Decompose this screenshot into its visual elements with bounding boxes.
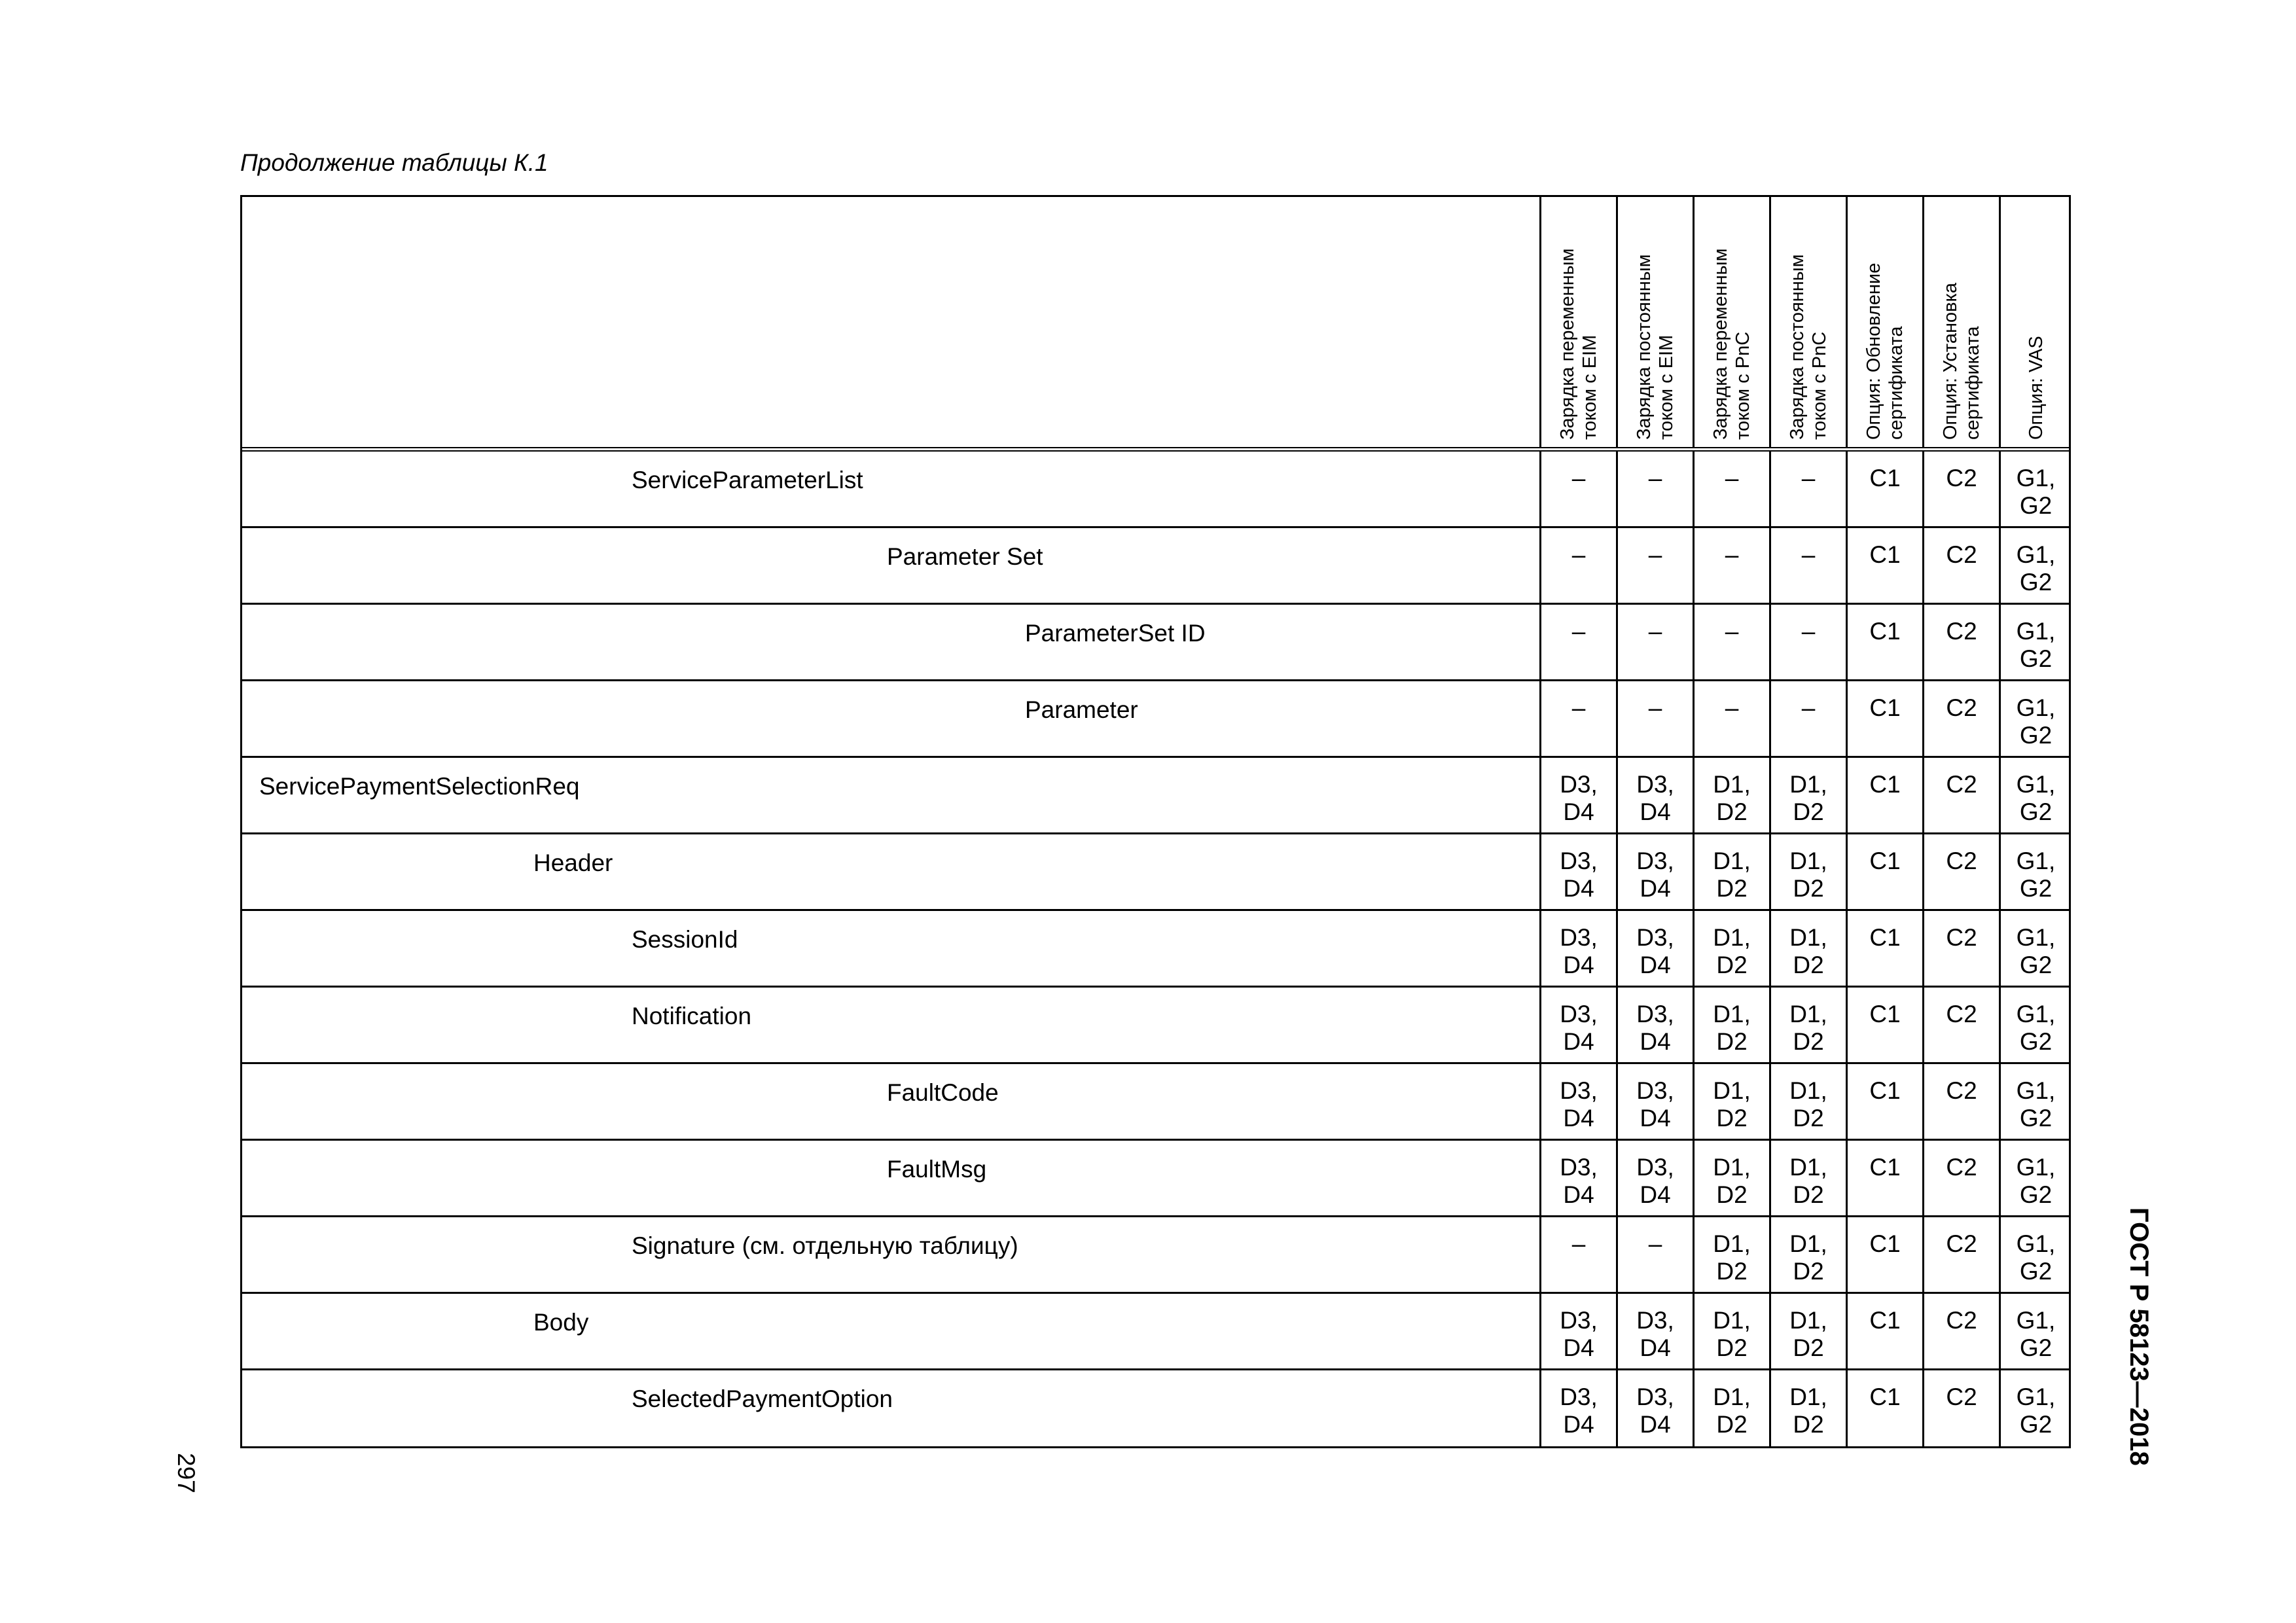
cell-value: D3, <box>1560 1307 1598 1334</box>
table-cell <box>1846 1064 1922 1139</box>
cell-value: D2 <box>1716 1181 1748 1208</box>
column-header <box>1539 197 1616 447</box>
cell-value: – <box>1571 694 1586 721</box>
cell-value: C1 <box>1869 1001 1901 1027</box>
table-cell <box>1999 1064 2071 1139</box>
table-row <box>242 911 2069 988</box>
cell-value: G1, <box>2016 1077 2056 1104</box>
cell-value: D4 <box>1640 875 1671 902</box>
table-cell <box>1539 1370 1616 1447</box>
cell-value: C2 <box>1946 541 1977 568</box>
cell-value: D1, <box>1713 1077 1751 1104</box>
cell-value: D1, <box>1789 1307 1827 1334</box>
table-cell <box>1922 605 1999 679</box>
element-name: SessionId <box>632 926 738 953</box>
table-cell <box>1616 1370 1693 1447</box>
cell-value: C2 <box>1946 1001 1977 1027</box>
cell-value: – <box>1801 618 1816 645</box>
cell-value: D4 <box>1640 1411 1671 1438</box>
table-cell <box>1846 911 1922 986</box>
cell-value: C1 <box>1869 618 1901 645</box>
cell-value: C1 <box>1869 1230 1901 1257</box>
table-cell <box>1999 1294 2071 1368</box>
cell-value: – <box>1571 618 1586 645</box>
table-cell <box>1769 1064 1846 1139</box>
cell-value: – <box>1801 465 1816 491</box>
cell-value: G2 <box>2019 1105 2053 1132</box>
table-cell <box>1616 834 1693 909</box>
table-cell <box>1616 605 1693 679</box>
table-cell <box>1922 1294 1999 1368</box>
table-cell <box>1999 834 2071 909</box>
table-cell <box>1539 1064 1616 1139</box>
column-header <box>1769 197 1846 447</box>
cell-value: D1, <box>1789 1001 1827 1027</box>
cell-value: D2 <box>1716 1105 1748 1132</box>
table-cell <box>1693 605 1769 679</box>
table-cell <box>1999 605 2071 679</box>
table-row <box>242 1370 2069 1447</box>
table-cell <box>1769 605 1846 679</box>
cell-value: D1, <box>1789 847 1827 874</box>
cell-value: G2 <box>2019 1181 2053 1208</box>
table-cell <box>1922 681 1999 756</box>
table-cell <box>1616 988 1693 1062</box>
cell-value: C1 <box>1869 771 1901 798</box>
table-cell <box>1693 758 1769 832</box>
table-cell <box>1539 834 1616 909</box>
cell-value: D1, <box>1713 847 1751 874</box>
column-header-label: Зарядка постоянным током с EIM <box>1634 254 1677 440</box>
table-cell <box>1846 758 1922 832</box>
table-cell <box>1539 605 1616 679</box>
table-cell <box>1999 1217 2071 1292</box>
cell-value: G1, <box>2016 541 2056 568</box>
table-cell <box>1999 1370 2071 1447</box>
cell-value: D3, <box>1560 1383 1598 1410</box>
table-row <box>242 988 2069 1064</box>
cell-value: – <box>1801 541 1816 568</box>
column-header <box>1846 197 1922 447</box>
cell-value: C1 <box>1869 694 1901 721</box>
cell-value: – <box>1725 541 1739 568</box>
cell-value: G1, <box>2016 1001 2056 1027</box>
table-cell <box>1693 1370 1769 1447</box>
cell-value: D4 <box>1640 1181 1671 1208</box>
table-cell <box>1999 452 2071 526</box>
standard-number: ГОСТ Р 58123—2018 <box>2125 1207 2153 1466</box>
table-cell <box>1846 1370 1922 1447</box>
cell-value: D1, <box>1713 1230 1751 1257</box>
cell-value: D3, <box>1636 1001 1674 1027</box>
table-cell <box>1846 1217 1922 1292</box>
cell-value: G1, <box>2016 618 2056 645</box>
table-cell <box>1999 988 2071 1062</box>
cell-value: D3, <box>1636 924 1674 951</box>
table-cell <box>1616 1294 1693 1368</box>
cell-value: C1 <box>1869 1154 1901 1181</box>
cell-value: D3, <box>1636 1307 1674 1334</box>
table-cell <box>1846 452 1922 526</box>
table-cell <box>1922 452 1999 526</box>
cell-value: G1, <box>2016 771 2056 798</box>
cell-value: D2 <box>1793 1258 1824 1285</box>
cell-value: D2 <box>1793 875 1824 902</box>
cell-value: D3, <box>1560 1001 1598 1027</box>
table-cell <box>1769 1141 1846 1215</box>
cell-value: D2 <box>1716 1028 1748 1055</box>
cell-value: D1, <box>1789 771 1827 798</box>
cell-value: G2 <box>2019 645 2053 672</box>
cell-value: C2 <box>1946 465 1977 491</box>
table-cell <box>1539 681 1616 756</box>
table-cell <box>1616 758 1693 832</box>
cell-value: G2 <box>2019 492 2053 519</box>
table-cell <box>1693 1064 1769 1139</box>
cell-value: C2 <box>1946 1383 1977 1410</box>
cell-value: G1, <box>2016 465 2056 491</box>
cell-value: C2 <box>1946 1154 1977 1181</box>
table-cell <box>1539 1294 1616 1368</box>
element-name: Parameter <box>1025 696 1138 723</box>
table-cell <box>1616 1217 1693 1292</box>
cell-value: D1, <box>1789 924 1827 951</box>
cell-value: D4 <box>1640 1028 1671 1055</box>
table-cell <box>1616 681 1693 756</box>
element-name: ServicePaymentSelectionReq <box>259 773 580 800</box>
cell-value: D4 <box>1563 1028 1594 1055</box>
table-cell <box>1999 681 2071 756</box>
table-cell <box>1846 1141 1922 1215</box>
table-cell <box>1999 758 2071 832</box>
column-header <box>1616 197 1693 447</box>
cell-value: G1, <box>2016 1154 2056 1181</box>
table-cell <box>1693 988 1769 1062</box>
cell-value: D4 <box>1640 952 1671 978</box>
table-cell <box>1999 1141 2071 1215</box>
requirements-table <box>240 195 2071 1448</box>
table-cell <box>1922 988 1999 1062</box>
cell-value: – <box>1648 618 1662 645</box>
cell-value: D2 <box>1716 1334 1748 1361</box>
table-cell <box>1693 1141 1769 1215</box>
cell-value: D3, <box>1636 771 1674 798</box>
cell-value: D2 <box>1793 1181 1824 1208</box>
cell-value: D4 <box>1563 1334 1594 1361</box>
table-cell <box>1693 1217 1769 1292</box>
table-cell <box>1922 834 1999 909</box>
cell-value: D3, <box>1560 1077 1598 1104</box>
table-cell <box>1769 528 1846 603</box>
cell-value: G2 <box>2019 1258 2053 1285</box>
table-cell <box>1846 528 1922 603</box>
cell-value: – <box>1648 1230 1662 1257</box>
table-row <box>242 1064 2069 1141</box>
cell-value: D3, <box>1560 847 1598 874</box>
table-cell <box>1693 681 1769 756</box>
cell-value: D1, <box>1789 1383 1827 1410</box>
table-cell <box>1539 911 1616 986</box>
table-row <box>242 681 2069 758</box>
cell-value: D4 <box>1640 1105 1671 1132</box>
cell-value: C1 <box>1869 1077 1901 1104</box>
element-name: FaultCode <box>887 1079 999 1106</box>
cell-value: G1, <box>2016 924 2056 951</box>
cell-value: D2 <box>1793 1411 1824 1438</box>
table-cell <box>1693 834 1769 909</box>
cell-value: G2 <box>2019 952 2053 978</box>
table-cell <box>1693 528 1769 603</box>
table-cell <box>1769 1294 1846 1368</box>
table-cell <box>1846 988 1922 1062</box>
cell-value: D4 <box>1563 798 1594 825</box>
cell-value: D1, <box>1789 1154 1827 1181</box>
column-header-label: Опция: Установка сертификата <box>1940 283 1983 440</box>
table-cell <box>1769 1370 1846 1447</box>
table-cell <box>1769 758 1846 832</box>
table-cell <box>1539 452 1616 526</box>
column-header <box>1999 197 2071 447</box>
element-name: Header <box>533 849 613 876</box>
cell-value: G1, <box>2016 1307 2056 1334</box>
cell-value: D4 <box>1640 1334 1671 1361</box>
column-header <box>1693 197 1769 447</box>
table-cell <box>1539 988 1616 1062</box>
table-cell <box>1616 911 1693 986</box>
table-cell <box>1769 681 1846 756</box>
cell-value: C1 <box>1869 1307 1901 1334</box>
cell-value: D3, <box>1636 1154 1674 1181</box>
cell-value: C1 <box>1869 1383 1901 1410</box>
cell-value: D1, <box>1713 924 1751 951</box>
table-cell <box>1769 834 1846 909</box>
page-number: 297 <box>173 1453 200 1493</box>
table-row <box>242 758 2069 834</box>
cell-value: D4 <box>1563 1181 1594 1208</box>
cell-value: D2 <box>1716 952 1748 978</box>
cell-value: G1, <box>2016 1230 2056 1257</box>
element-name: FaultMsg <box>887 1156 987 1183</box>
cell-value: D3, <box>1636 847 1674 874</box>
table-cell <box>1922 1370 1999 1447</box>
element-name: ParameterSet ID <box>1025 620 1206 647</box>
cell-value: G2 <box>2019 722 2053 749</box>
table-cell <box>1922 1141 1999 1215</box>
table-cell <box>1693 1294 1769 1368</box>
table-row <box>242 834 2069 911</box>
cell-value: C1 <box>1869 541 1901 568</box>
cell-value: C2 <box>1946 1230 1977 1257</box>
table-cell <box>1922 1064 1999 1139</box>
table-cell <box>1769 1217 1846 1292</box>
table-caption: Продолжение таблицы К.1 <box>240 149 548 176</box>
table-cell <box>1539 1141 1616 1215</box>
cell-value: D3, <box>1560 924 1598 951</box>
table-row <box>242 605 2069 681</box>
cell-value: C1 <box>1869 924 1901 951</box>
cell-value: D2 <box>1793 1105 1824 1132</box>
cell-value: – <box>1571 541 1586 568</box>
cell-value: – <box>1648 694 1662 721</box>
table-cell <box>1693 911 1769 986</box>
table-cell <box>1539 758 1616 832</box>
cell-value: C1 <box>1869 847 1901 874</box>
table-cell <box>1616 1064 1693 1139</box>
table-header-row <box>242 197 2069 452</box>
cell-value: D1, <box>1789 1077 1827 1104</box>
element-name: Notification <box>632 1003 752 1029</box>
cell-value: D1, <box>1789 1230 1827 1257</box>
table-cell <box>1769 911 1846 986</box>
cell-value: D3, <box>1560 771 1598 798</box>
cell-value: C2 <box>1946 1307 1977 1334</box>
table-cell <box>1616 452 1693 526</box>
column-header-label: Зарядка постоянным током с PnC <box>1787 254 1830 440</box>
cell-value: – <box>1648 541 1662 568</box>
cell-value: C2 <box>1946 924 1977 951</box>
cell-value: D2 <box>1793 1028 1824 1055</box>
table-cell <box>1999 911 2071 986</box>
column-header-label: Зарядка переменным током с PnC <box>1710 248 1753 440</box>
table-cell <box>1539 528 1616 603</box>
column-header-label: Опция: Обновление сертификата <box>1863 262 1907 440</box>
cell-value: D2 <box>1716 1258 1748 1285</box>
cell-value: G1, <box>2016 694 2056 721</box>
table-row <box>242 1217 2069 1294</box>
cell-value: D4 <box>1640 798 1671 825</box>
cell-value: – <box>1571 1230 1586 1257</box>
table-cell <box>1922 1217 1999 1292</box>
table-cell <box>1769 452 1846 526</box>
cell-value: D3, <box>1636 1383 1674 1410</box>
table-cell <box>1922 911 1999 986</box>
table-cell <box>1616 1141 1693 1215</box>
cell-value: G2 <box>2019 798 2053 825</box>
table-cell <box>1846 681 1922 756</box>
cell-value: D1, <box>1713 1307 1751 1334</box>
table-cell <box>1693 452 1769 526</box>
cell-value: D3, <box>1560 1154 1598 1181</box>
cell-value: – <box>1648 465 1662 491</box>
cell-value: D4 <box>1563 1105 1594 1132</box>
cell-value: D4 <box>1563 952 1594 978</box>
table-cell <box>1769 988 1846 1062</box>
table-row <box>242 1141 2069 1217</box>
cell-value: – <box>1725 465 1739 491</box>
cell-value: C2 <box>1946 1077 1977 1104</box>
table-row <box>242 1294 2069 1370</box>
element-name: Body <box>533 1309 589 1336</box>
cell-value: C2 <box>1946 618 1977 645</box>
cell-value: D1, <box>1713 1154 1751 1181</box>
table-cell <box>1922 758 1999 832</box>
cell-value: – <box>1725 694 1739 721</box>
cell-value: G2 <box>2019 1334 2053 1361</box>
element-name: Parameter Set <box>887 543 1043 570</box>
element-name: ServiceParameterList <box>632 467 863 493</box>
table-cell <box>1846 605 1922 679</box>
cell-value: D1, <box>1713 771 1751 798</box>
cell-value: D1, <box>1713 1383 1751 1410</box>
cell-value: G2 <box>2019 875 2053 902</box>
column-header-label: Опция: VAS <box>2025 336 2047 440</box>
cell-value: G2 <box>2019 569 2053 596</box>
cell-value: D4 <box>1563 1411 1594 1438</box>
cell-value: – <box>1725 618 1739 645</box>
table-row <box>242 528 2069 605</box>
cell-value: D2 <box>1716 875 1748 902</box>
table-cell <box>1539 1217 1616 1292</box>
cell-value: D2 <box>1793 798 1824 825</box>
table-cell <box>1999 528 2071 603</box>
cell-value: C2 <box>1946 694 1977 721</box>
cell-value: G2 <box>2019 1411 2053 1438</box>
table-cell <box>1846 834 1922 909</box>
cell-value: – <box>1571 465 1586 491</box>
cell-value: G2 <box>2019 1028 2053 1055</box>
element-name: SelectedPaymentOption <box>632 1385 893 1412</box>
column-header <box>1922 197 1999 447</box>
cell-value: C1 <box>1869 465 1901 491</box>
cell-value: D4 <box>1563 875 1594 902</box>
cell-value: D2 <box>1716 798 1748 825</box>
cell-value: D3, <box>1636 1077 1674 1104</box>
element-name: Signature (см. отдельную таблицу) <box>632 1232 1018 1259</box>
cell-value: G1, <box>2016 847 2056 874</box>
table-cell <box>1846 1294 1922 1368</box>
cell-value: D2 <box>1716 1411 1748 1438</box>
cell-value: D1, <box>1713 1001 1751 1027</box>
cell-value: G1, <box>2016 1383 2056 1410</box>
column-header-label: Зарядка переменным током с EIM <box>1557 248 1600 440</box>
cell-value: C2 <box>1946 771 1977 798</box>
cell-value: C2 <box>1946 847 1977 874</box>
cell-value: D2 <box>1793 952 1824 978</box>
table-cell <box>1922 528 1999 603</box>
table-cell <box>1616 528 1693 603</box>
cell-value: D2 <box>1793 1334 1824 1361</box>
cell-value: – <box>1801 694 1816 721</box>
table-row <box>242 452 2069 528</box>
